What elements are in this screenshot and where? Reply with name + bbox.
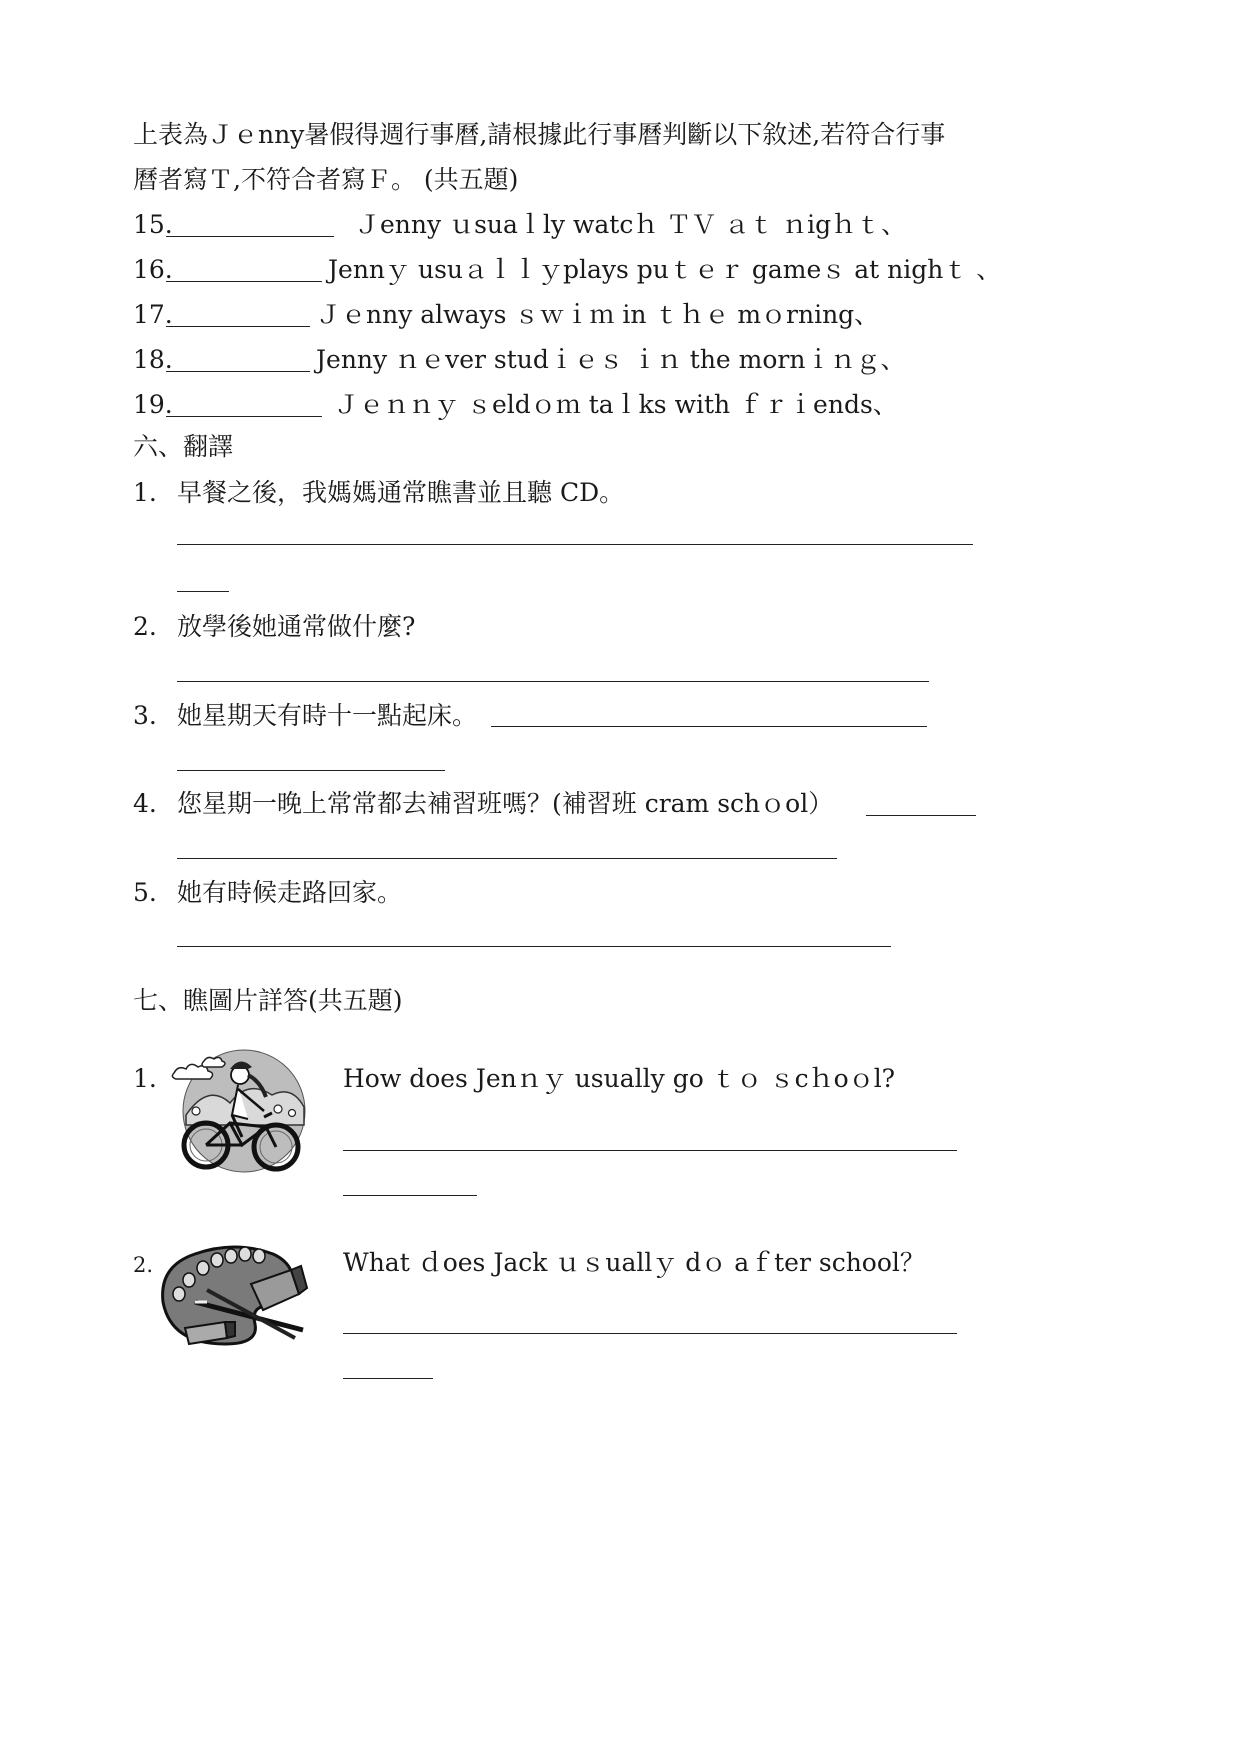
tf-number-15: 15. bbox=[133, 210, 173, 239]
s6-item-1-answer-line-b[interactable] bbox=[177, 591, 229, 592]
s7-item-2-answer-line-b[interactable] bbox=[343, 1378, 433, 1379]
s6-item-5-text: 她有時候走路回家。 bbox=[177, 878, 403, 907]
s6-item-4-number: 4. bbox=[133, 789, 157, 818]
s6-item-1-number: 1. bbox=[133, 478, 157, 507]
s6-item-2-answer-line[interactable] bbox=[177, 681, 929, 682]
tf-statement-17: Ｊｅnny always ｓｗｉｍ in ｔｈｅ mｏrning、 bbox=[316, 300, 880, 329]
s6-item-3-answer-line-a[interactable] bbox=[491, 726, 927, 727]
tf-number-19: 19. bbox=[133, 390, 173, 419]
s7-item-1-answer-line-b[interactable] bbox=[343, 1195, 477, 1196]
s6-item-2-number: 2. bbox=[133, 612, 157, 641]
s6-item-3-text: 她星期天有時十一點起床。 bbox=[177, 701, 478, 730]
s6-item-1-text: 早餐之後，我媽媽通常瞧書並且聽 CD。 bbox=[177, 478, 625, 507]
tf-number-17: 17. bbox=[133, 300, 173, 329]
s7-item-2-number: 2. bbox=[133, 1253, 154, 1277]
paint-palette-icon bbox=[155, 1240, 310, 1354]
s6-item-1-answer-line-a[interactable] bbox=[177, 544, 973, 545]
s7-item-2-question: What ｄoes Jack ｕｓuallｙ dｏ aｆter school？ bbox=[343, 1248, 925, 1277]
tf-statement-16: Jennｙ usuａｌｌｙplays puｔｅｒ gameｓ at nighｔ 、 bbox=[328, 255, 1002, 284]
s7-item-1-question: How does Jenｎｙ usually go ｔｏ ｓcｈoｏl? bbox=[343, 1064, 896, 1093]
s6-item-4-text: 您星期一晚上常常都去補習班嗎？(補習班 cram schｏol） bbox=[177, 789, 834, 818]
s6-item-2-text: 放學後她通常做什麼? bbox=[177, 612, 416, 641]
section7-title: 七、瞧圖片詳答(共五題) bbox=[133, 986, 403, 1015]
tf-answer-blank-16[interactable] bbox=[166, 281, 322, 282]
s7-item-1-number: 1. bbox=[133, 1064, 157, 1093]
s6-item-3-number: 3. bbox=[133, 701, 157, 730]
s7-item-1-answer-line-a[interactable] bbox=[343, 1150, 957, 1151]
s6-item-4-answer-line-a[interactable] bbox=[866, 815, 976, 816]
instructions-line-1: 上表為Ｊｅnny暑假得週行事曆,請根據此行事曆判斷以下敘述,若符合行事 bbox=[133, 120, 946, 149]
tf-statement-15: Ｊenny ｕsuaｌly watcｈ ＴＶ ａｔ ｎigｈｔ、 bbox=[355, 210, 907, 239]
tf-answer-blank-18[interactable] bbox=[166, 371, 310, 372]
tf-number-16: 16. bbox=[133, 255, 173, 284]
tf-statement-19: Ｊｅｎｎｙ ｓeldｏｍ taｌks with ｆｒｉends、 bbox=[334, 390, 898, 419]
s7-item-2-answer-line-a[interactable] bbox=[343, 1333, 957, 1334]
section6-title: 六、翻譯 bbox=[133, 432, 234, 461]
instructions-line-2: 曆者寫Ｔ,不符合者寫Ｆ。 (共五題) bbox=[133, 165, 519, 194]
s6-item-5-number: 5. bbox=[133, 878, 157, 907]
tf-answer-blank-19[interactable] bbox=[166, 416, 322, 417]
tf-answer-blank-15[interactable] bbox=[166, 236, 334, 237]
tf-answer-blank-17[interactable] bbox=[166, 326, 310, 327]
tf-number-18: 18. bbox=[133, 345, 173, 374]
s6-item-5-answer-line[interactable] bbox=[177, 946, 891, 947]
girl-riding-bicycle-icon bbox=[168, 1045, 313, 1177]
s6-item-3-answer-line-b[interactable] bbox=[177, 770, 445, 771]
tf-statement-18: Jenny ｎｅver studｉｅｓ ｉｎ the mornｉｎｇ、 bbox=[316, 345, 906, 374]
s6-item-4-answer-line-b[interactable] bbox=[177, 858, 837, 859]
